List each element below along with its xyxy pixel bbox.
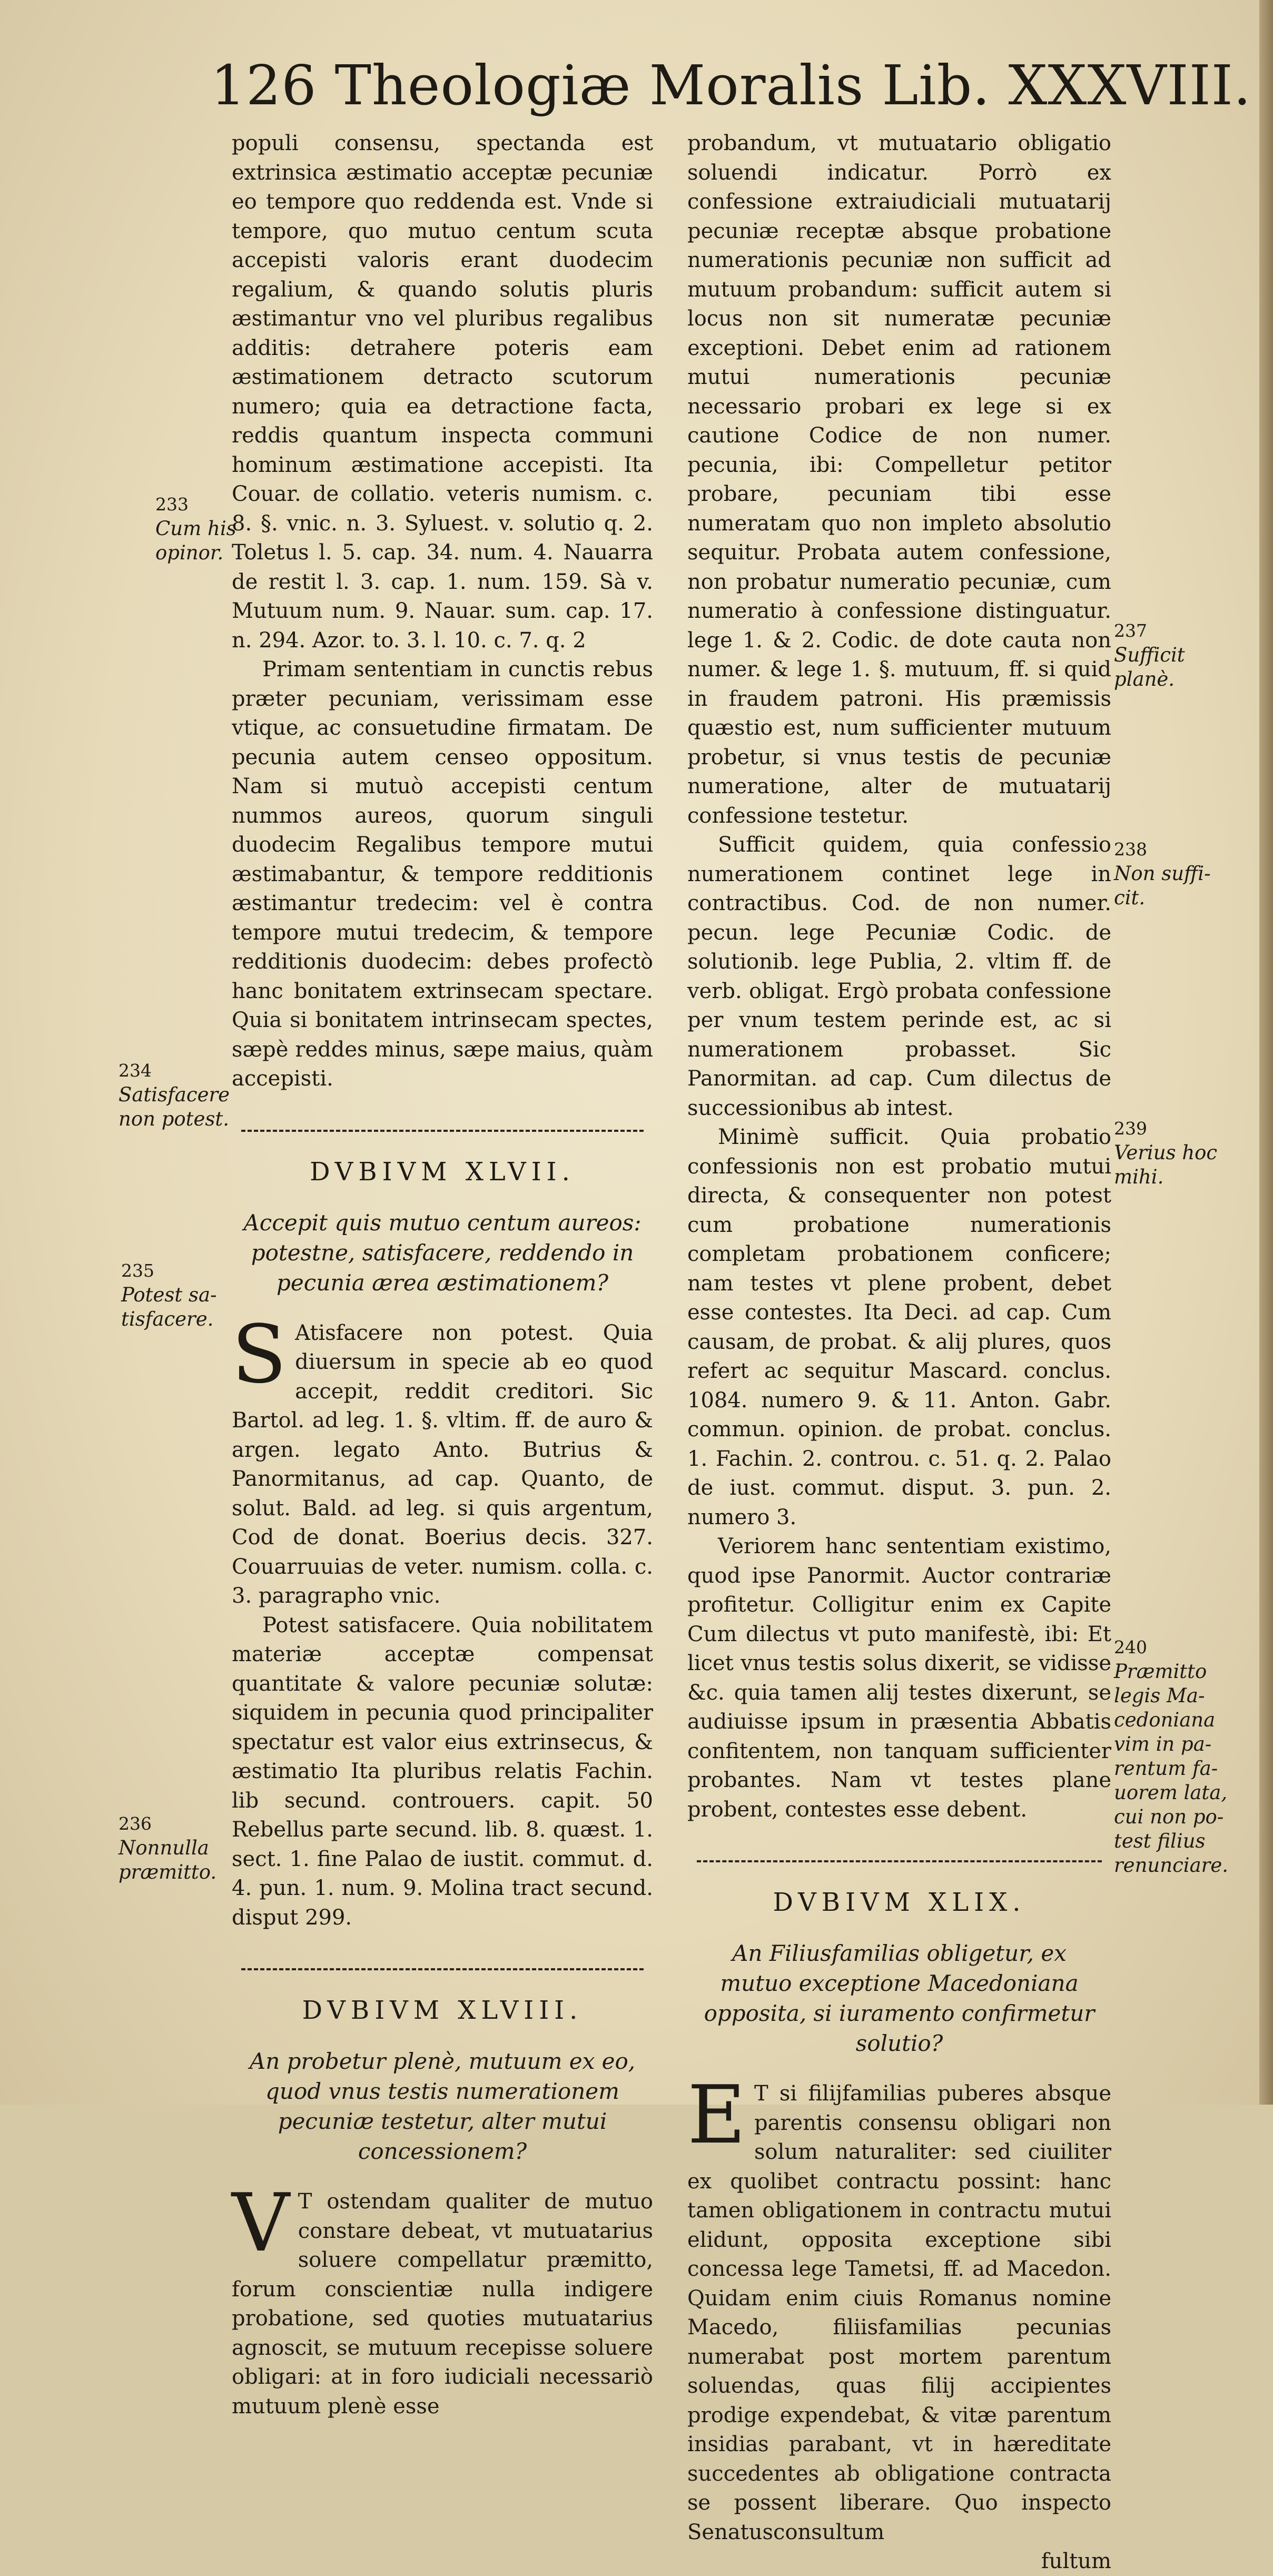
margin-note-233: 233 Cum his opinor.	[155, 494, 236, 564]
margin-note-234: 234 Satisfacere non potest.	[119, 1060, 230, 1130]
running-head: 126 Theologiæ Moralis Lib. XXXVIII.	[211, 53, 1251, 117]
right-paragraph-4: Veriorem hanc sententiam existimo, quod ipse Panormit. Auctor contrariæ profitetur. Colligitur enim ex Capite Cum dilectus vt puto manifestè, ibi: Et licet vnus testis solus dixerit, se vidisse &c. quia tamen alij testes dixerunt, se audiuisse ipsum in præsentia Abbatis confitentem, non tanquam sufficienter probantes. Nam vt testes plane probent, contestes esse debent.	[687, 1534, 1111, 1822]
drop-cap-s: S	[232, 1307, 287, 1401]
margin-note-238: 238 Non suffi- cit.	[1114, 839, 1211, 909]
page-edge	[1259, 0, 1273, 2105]
dubium-47-question: Accepit quis mutuo centum aureos: potestne, satisfacere, reddendo in pecunia ærea æstimationem?	[243, 1209, 642, 1296]
catchword: fultum	[1041, 2549, 1111, 2573]
section-divider-2	[241, 1968, 644, 1970]
margin-note-237: 237 Sufficit planè.	[1114, 620, 1185, 690]
right-paragraph-1: probandum, vt mutuatario obligatio soluendi indicatur. Porrò ex confessione extraiudiciali mutuatarij pecuniæ receptæ absque probatione numerationis pecuniæ non sufficit ad mutuum probandum: sufficit autem si locus non sit numeratæ pecuniæ exceptioni. Debet enim ad rationem mutui numerationis pecuniæ necessario probari ex lege si ex cautione Codice de non numer. pecunia, ibi: Compelletur petitor probare, pecuniam tibi esse numeratam quo non impleto absolutio sequitur. Probata autem confessione, non probatur numeratio pecuniæ, cum numeratio à confessione distinguatur. lege 1. & 2. Codic. de dote cauta non numer. & lege 1. §. mutuum, ff. si quid in fraudem patroni. His præmissis quæstio est, num sufficienter mutuum probetur, si vnus testis de pecuniæ numeratione, alter de mutuatarij confessione testetur.	[687, 131, 1111, 828]
dubium-48-title: DVBIVM XLVIII.	[302, 1996, 583, 2025]
left-paragraph-1: populi consensu, spectanda est extrinsica æstimatio acceptæ pecuniæ eo tempore quo reddenda est. Vnde si tempore, quo mutuo centum scuta accepisti valoris erant duodecim regalium, & quando solutis pluris æstimantur vno vel pluribus regalibus additis: detrahere poteris eam æstimationem detracto scutorum numero; quia ea detractione facta, reddis quantum inspecta communi hominum æstimatione accepisti. Ita Couar. de collatio. veteris numism. c. 8. §. vnic. n. 3. Syluest. v. solutio q. 2. Toletus l. 5. cap. 34. num. 4. Nauarra de restit l. 3. cap. 1. num. 159. Sà v. Mutuum num. 9. Nauar. sum. cap. 17. n. 294. Azor. to. 3. l. 10. c. 7. q. 2	[232, 131, 653, 653]
right-paragraph-2: Sufficit quidem, quia confessio numerationem continet lege in contractibus. Cod. de non numer. pecun. lege Pecuniæ Codic. de solutionib. lege Publia, 2. vltim ff. de verb. obligat. Ergò probata confessione per vnum testem perinde est, ac si numerationem probasset. Sic Panormitan. ad cap. Cum dilectus de successionibus ab intest.	[687, 833, 1111, 1120]
right-paragraph-3: Minimè sufficit. Quia probatio confessionis non est probatio mutui directa, & consequenter non potest cum probatione numerationis completam probationem conficere; nam testes vt plene probent, debet esse contestes. Ita Deci. ad cap. Cum causam, de probat. & alij plures, quos refert ac sequitur Mascard. conclus. 1084. numero 9. & 11. Anton. Gabr. commun. opinion. de probat. conclus. 1. Fachin. 2. controu. c. 51. q. 2. Palao de iust. commut. disput. 3. pun. 2. numero 3.	[687, 1125, 1111, 1529]
right-column	[687, 129, 1111, 2576]
left-paragraph-3: S Atisfacere non potest. Quia diuersum in specie ab eo quod accepit, reddit creditori. Sic Bartol. ad leg. 1. §. vltim. ff. de auro & argen. legato Anto. Butrius & Panormitanus, ad cap. Quanto, de solut. Bald. ad leg. si quis argentum, Cod de donat. Boerius decis. 327. Couarruuias de veter. numism. colla. c. 3. paragrapho vnic.	[232, 1307, 653, 1608]
margin-note-235: 235 Potest sa- tisfacere.	[121, 1260, 217, 1330]
drop-cap-e: E	[687, 2068, 746, 2162]
dubium-49-title: DVBIVM XLIX.	[773, 1888, 1026, 1917]
section-divider	[241, 1130, 644, 1132]
dubium-49-question: An Filiusfamilias obligetur, ex mutuo exceptione Macedoniana opposita, si iuramento confirmetur solutio?	[704, 1940, 1095, 2056]
left-paragraph-2: Primam sententiam in cunctis rebus præter pecuniam, verissimam esse vtique, ac consuetudine firmatam. De pecunia autem censeo oppositum. Nam si mutuò accepisti centum nummos aureos, quorum singuli duodecim Regalibus tempore mutui æstimabantur, & tempore redditionis æstimantur tredecim: vel è contra tempore mutui tredecim, & tempore redditionis duodecim: debes profectò hanc bonitatem extrinsecam spectare. Quia si bonitatem intrinsecam spectes, sæpè reddes minus, sæpe maius, quàm accepisti.	[232, 657, 653, 1091]
dubium-47-title: DVBIVM XLVII.	[310, 1157, 575, 1187]
margin-note-236: 236 Nonnulla præmitto.	[119, 1813, 217, 1883]
left-column	[232, 129, 653, 2421]
drop-cap-v: V	[232, 2176, 290, 2269]
right-paragraph-5: E T si filijfamilias puberes absque parentis consensu obligari non solum naturaliter: sed ciuiliter ex quolibet contractu possint: hanc tamen obligationem in contractu mutui elidunt, opposita exceptione sibi concessa lege Tametsi, ff. ad Macedon. Quidam enim ciuis Romanus nomine Macedo, filiisfamilias pecunias numerabat post mortem parentum soluendas, quas filij accipientes prodige expendebat, & vitæ parentum insidias parabant, vt in hæreditate succedentes ab obligatione contracta se possent liberare. Quo inspecto Senatusconsultum	[687, 2068, 1111, 2544]
dubium-48-question: An probetur plenè, mutuum ex eo, quod vnus testis numerationem pecuniæ testetur, alter mutui concessionem?	[249, 2048, 636, 2164]
margin-note-239: 239 Verius hoc mihi.	[1114, 1118, 1218, 1188]
section-divider-3	[697, 1860, 1102, 1862]
left-paragraph-4: Potest satisfacere. Quia nobilitatem materiæ acceptæ compensat quantitate & valore pecuniæ solutæ: siquidem in pecunia quod principaliter spectatur est valor eius extrinsecus, & æstimatio Ita pluribus relatis Fachin. lib secund. controuers. capit. 50 Rebellus parte secund. lib. 8. quæst. 1. sect. 1. fine Palao de iustit. commut. d. 4. pun. 1. num. 9. Molina tract secund. disput 299.	[232, 1613, 653, 1930]
margin-note-240: 240 Præmitto legis Ma- cedoniana vim in pa- rentum fa- uorem lata, cui non po- test filius renunciare.	[1114, 1637, 1229, 1877]
left-paragraph-5: V T ostendam qualiter de mutuo constare debeat, vt mutuatarius soluere compellatur præmitto, forum conscientiæ nulla indigere probatione, sed quoties mutuatarius agnoscit, se mutuum recepisse soluere obligari: at in foro iudiciali necessariò mutuum plenè esse	[232, 2176, 653, 2419]
